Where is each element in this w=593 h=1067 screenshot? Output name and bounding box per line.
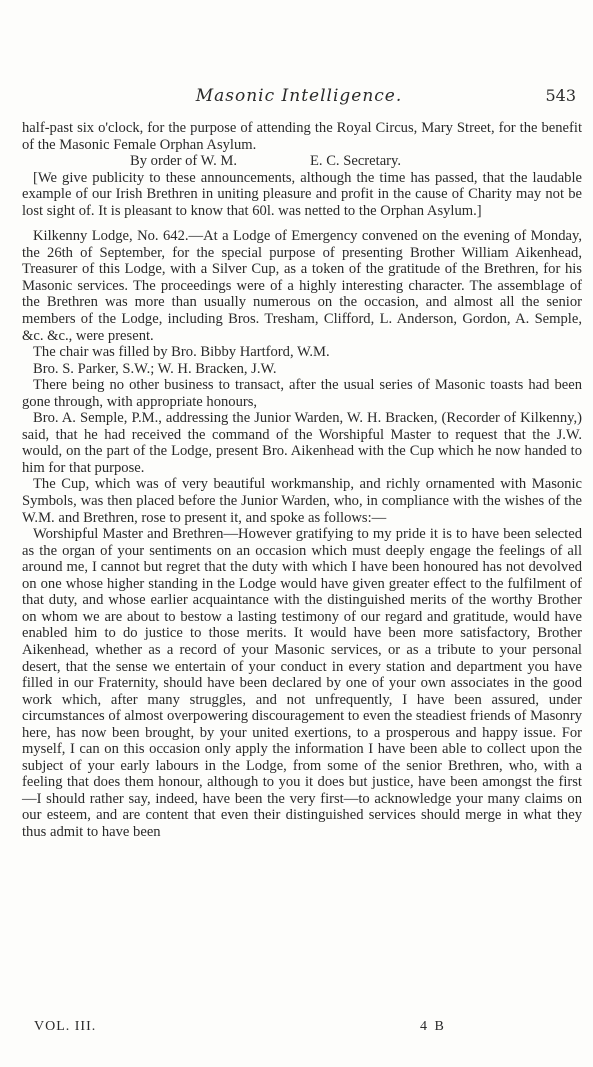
paragraph-circus-notice: half-past six o'clock, for the purpose of attending the Royal Circus, Mary Street, for the benefit of the Masonic Female Orphan Asylum. [22,120,582,153]
paragraph-speech: Worshipful Master and Brethren—However gratifying to my pride it is to have been selected as the organ of your sentiments on an occasion which must deeply engage the feelings of all around me, I cannot but regret that the duty with which I have been honoured has not devolved on one whose higher standing in the Lodge would have given greater effect to the fulfilment of that duty, and whose earlier acquaintance with the distinguished merits of the worthy Brother on whom we are about to bestow a lasting testimony of our regard and gratitude, would have enabled him to do justice to those merits. It would have been more satisfactory, Brother Aikenhead, whether as a record of your Masonic services, or as a tribute to your personal desert, that the sense we entertain of your conduct in every station and department you have filled in our Fraternity, should have been declared by one of your own associates in the good work which, after many struggles, and not unfrequently, I have been assured, under circumstances of almost overpowering discouragement to even the steadiest friends of Masonry here, has now been brought, by your united exertions, to a prosperous and happy issue. For myself, I can on this occasion only apply the information I have been able to collect upon the subject of your early labours in the Lodge, from some of the senior Brethren, who, with a feeling that does them honour, although to you it does but justice, have been amongst the first —I should rather say, indeed, have been the very first—to acknowledge your many claims on our esteem, and are content that even their distinguished services should merge in what they thus admit to have been [22,526,582,840]
byline-secretary: By order of W. M. E. C. Secretary. [130,153,402,170]
paragraph-chair: The chair was filled by Bro. Bibby Hartford, W.M. [33,344,330,361]
paragraph-editorial-note: [We give publicity to these announcements, although the time has passed, that the laudable example of our Irish Brethren in uniting pleasure and profit in the cause of Charity may not be lost sight of. It is pleasant to know that 60l. was netted to the Orphan Asylum.] [22,169,582,219]
paragraph-wardens: Bro. S. Parker, S.W.; W. H. Bracken, J.W. [33,360,277,377]
page-number: 543 [545,86,576,105]
running-title: Masonic Intelligence. [195,86,403,106]
volume-label: VOL. III. [34,1019,97,1034]
paragraph-kilkenny-lodge: Kilkenny Lodge, No. 642.—At a Lodge of Emergency convened on the evening of Monday, the 26th of September, for the special purpose of presenting Brother William Aikenhead, Treasurer of this Lodge, with a Silver Cup, as a token of the gratitude of the Brethren, for his Masonic services. The proceedings were of a highly interesting character. The assemblage of the Brethren was more than usually numerous on the occasion, and almost all the senior members of the Lodge, including Bros. Tresham, Clifford, L. Anderson, Gordon, A. Semple, &c. &c., were present. [22,228,582,344]
paragraph-cup-description: The Cup, which was of very beautiful workmanship, and richly ornamented with Masonic Symbols, was then placed before the Junior Warden, who, in compliance with the wishes of the W.M. and Brethren, rose to present it, and spoke as follows:— [22,476,582,526]
body-text [22,120,582,841]
paragraph-toasts: There being no other business to transact, after the usual series of Masonic toasts had been gone through, with appropriate honours, [22,377,582,410]
signature-mark: 4 B [420,1019,446,1034]
running-head [22,86,576,110]
paragraph-semple-address: Bro. A. Semple, P.M., addressing the Junior Warden, W. H. Bracken, (Recorder of Kilkenny,) said, that he had received the command of the Worshipful Master to request that the J.W. would, on the part of the Lodge, present Bro. Aikenhead with the Cup which he now handed to him for that purpose. [22,410,582,476]
page-footer [22,1019,576,1039]
